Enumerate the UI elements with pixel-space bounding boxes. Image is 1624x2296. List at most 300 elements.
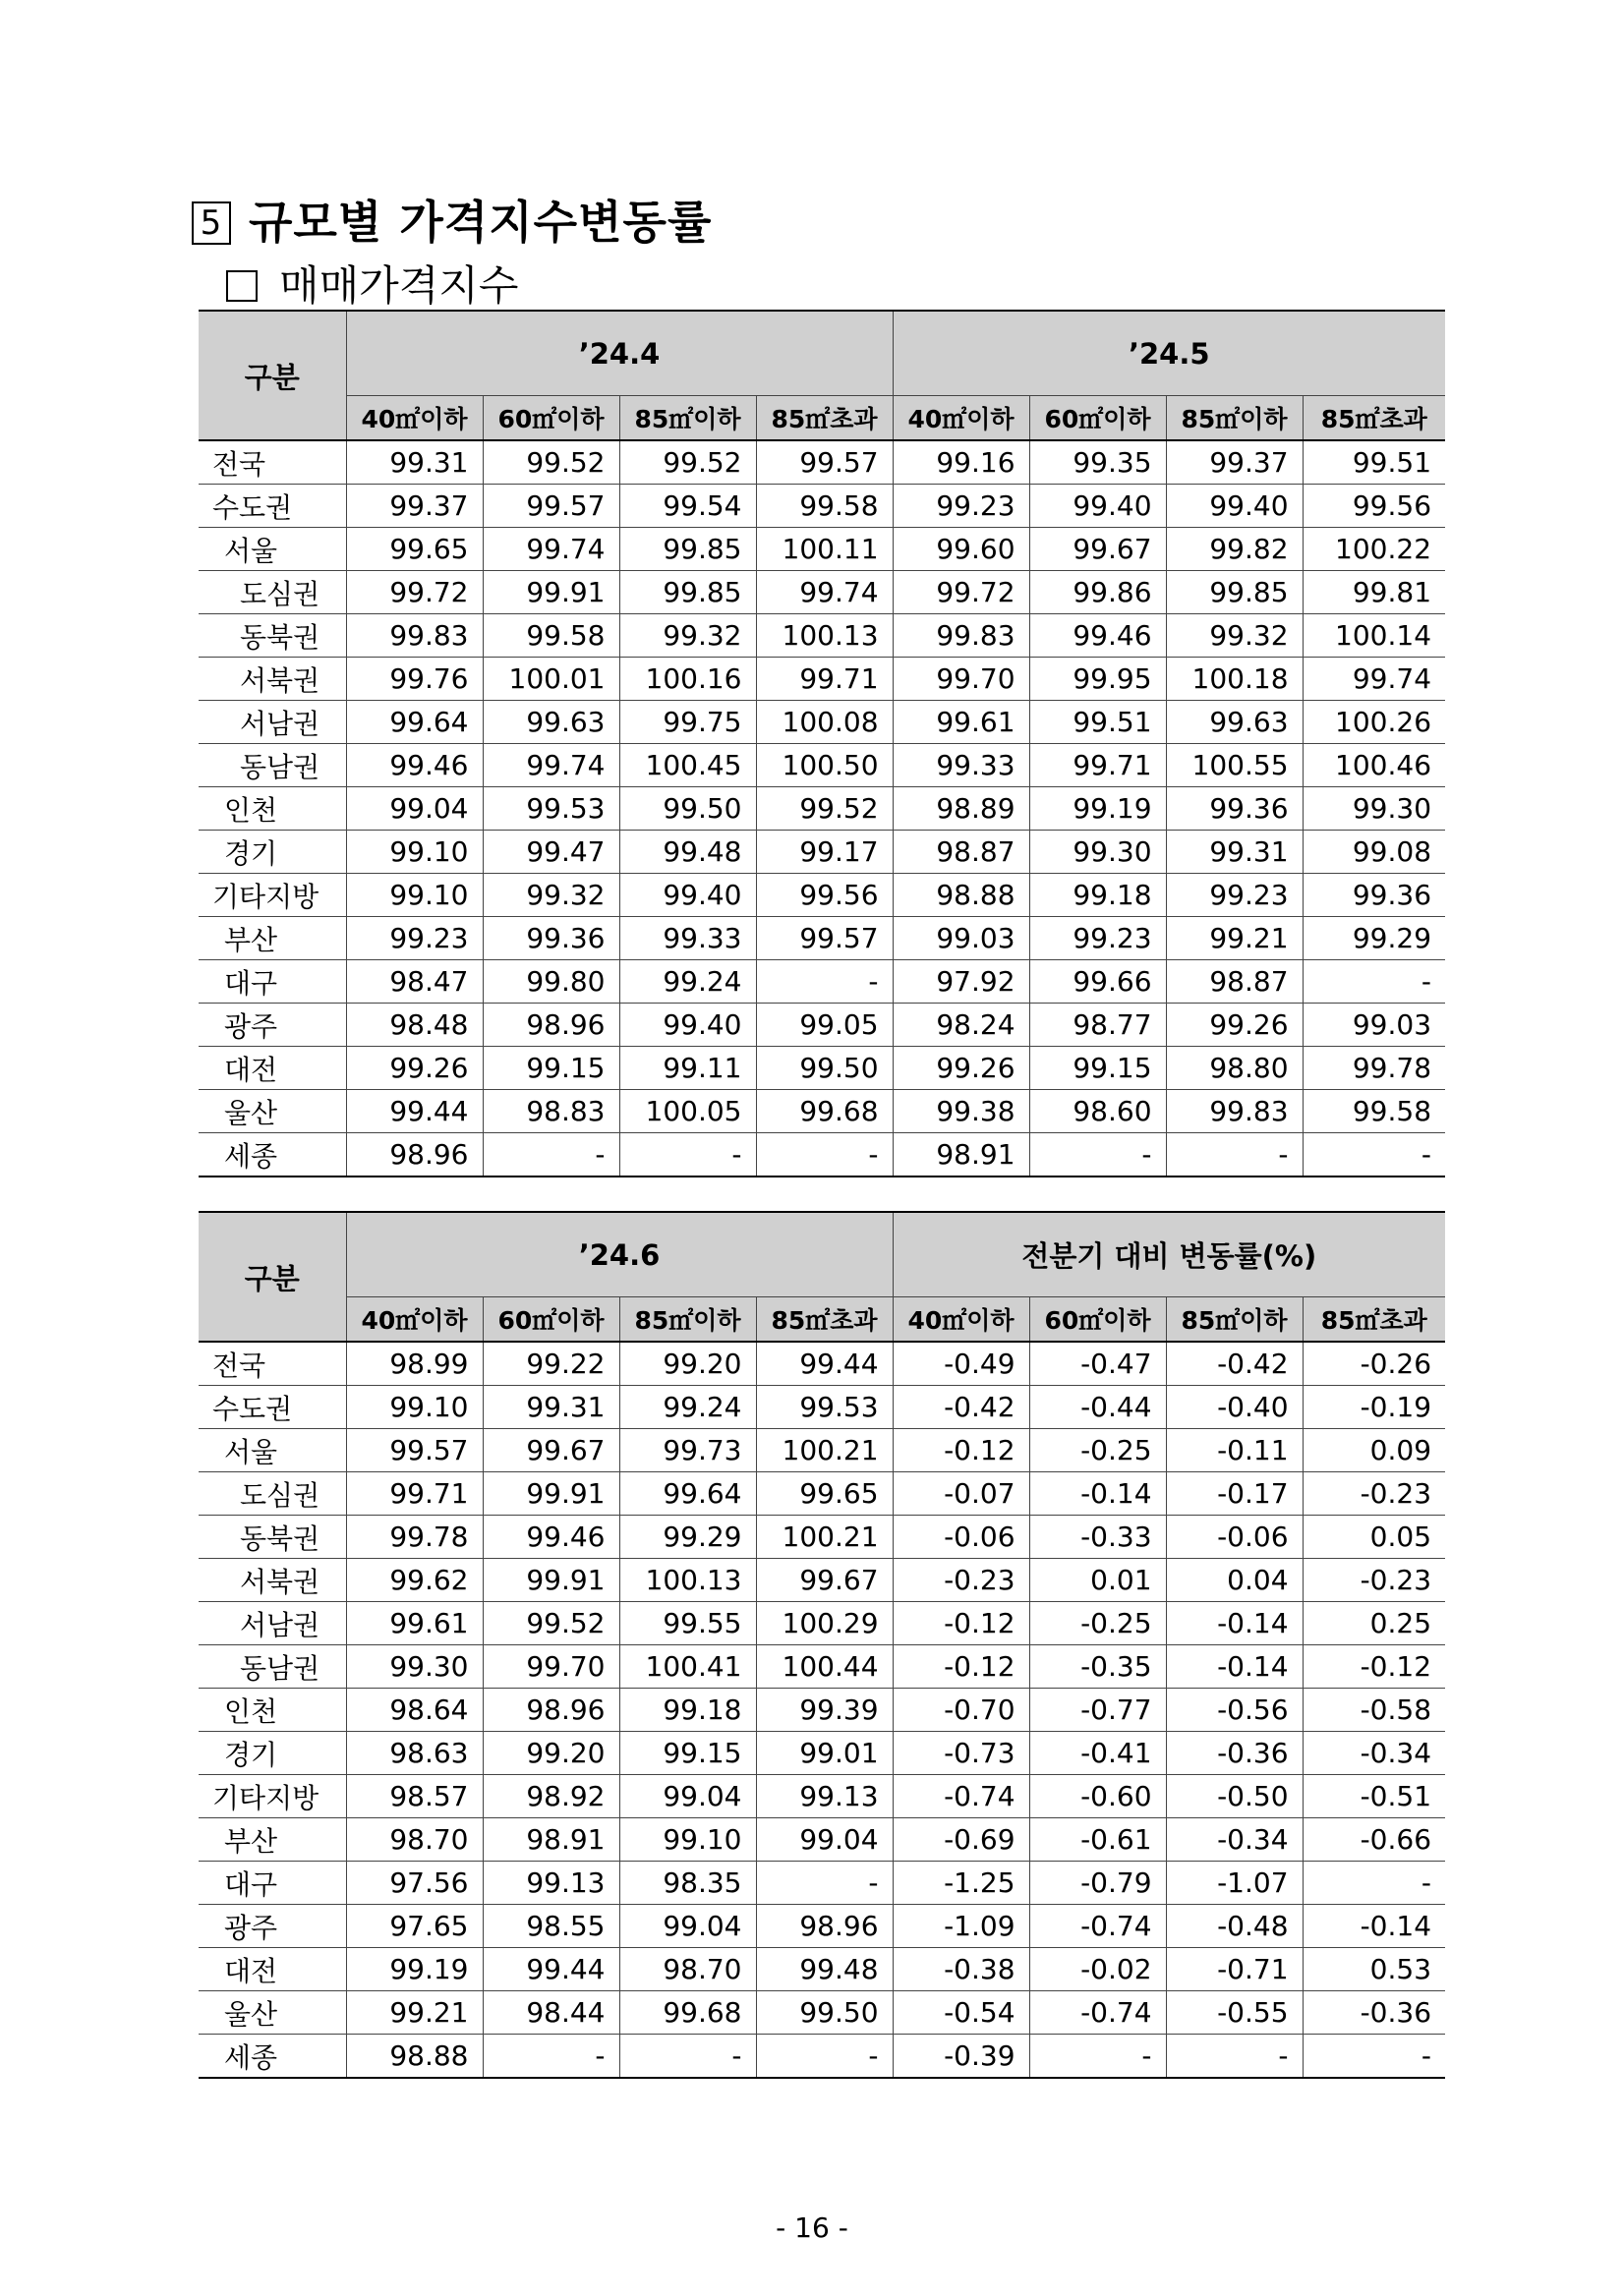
value-cell: 98.88 <box>893 874 1029 917</box>
region-label: 울산 <box>199 1991 346 2035</box>
column-header: 85㎡초과 <box>756 396 893 441</box>
value-cell: 99.16 <box>893 440 1029 485</box>
column-header: 60㎡이하 <box>1029 396 1166 441</box>
value-cell: 99.55 <box>619 1602 756 1645</box>
value-cell: -0.06 <box>893 1516 1029 1559</box>
value-cell: 98.70 <box>619 1948 756 1991</box>
value-cell: -0.12 <box>893 1645 1029 1689</box>
value-cell: 99.52 <box>483 440 619 485</box>
corner-header: 구분 <box>199 1212 346 1342</box>
value-cell: 100.11 <box>756 528 893 571</box>
value-cell: 99.80 <box>483 960 619 1004</box>
value-cell: 99.50 <box>619 787 756 831</box>
value-cell: 99.52 <box>756 787 893 831</box>
table-row <box>199 787 1445 831</box>
region-label: 서울 <box>199 528 346 571</box>
value-cell: -1.07 <box>1166 1862 1303 1905</box>
value-cell: - <box>1303 1862 1445 1905</box>
value-cell: -0.25 <box>1029 1602 1166 1645</box>
value-cell: 99.22 <box>483 1342 619 1386</box>
region-label: 수도권 <box>199 485 346 528</box>
region-label: 대구 <box>199 960 346 1004</box>
value-cell: 99.63 <box>1166 701 1303 744</box>
value-cell: 99.48 <box>619 831 756 874</box>
region-label: 서북권 <box>199 658 346 701</box>
value-cell: 98.55 <box>483 1905 619 1948</box>
value-cell: -0.47 <box>1029 1342 1166 1386</box>
table-row <box>199 1689 1445 1732</box>
value-cell: 99.54 <box>619 485 756 528</box>
corner-header: 구분 <box>199 311 346 440</box>
value-cell: -0.14 <box>1303 1905 1445 1948</box>
value-cell: 99.13 <box>483 1862 619 1905</box>
value-cell: 97.65 <box>346 1905 483 1948</box>
value-cell: 98.57 <box>346 1775 483 1818</box>
value-cell: -0.14 <box>1166 1645 1303 1689</box>
value-cell: 100.08 <box>756 701 893 744</box>
region-label: 서남권 <box>199 1602 346 1645</box>
table-row <box>199 1342 1445 1386</box>
region-label: 대전 <box>199 1047 346 1090</box>
value-cell: 99.08 <box>1303 831 1445 874</box>
value-cell: 98.44 <box>483 1991 619 2035</box>
value-cell: 99.71 <box>1029 744 1166 787</box>
value-cell: 99.70 <box>483 1645 619 1689</box>
value-cell: 100.45 <box>619 744 756 787</box>
value-cell: -0.35 <box>1029 1645 1166 1689</box>
column-header: 60㎡이하 <box>483 1297 619 1343</box>
section-title <box>192 187 712 252</box>
value-cell: 99.38 <box>893 1090 1029 1133</box>
value-cell: 100.46 <box>1303 744 1445 787</box>
region-label: 세종 <box>199 1133 346 1177</box>
value-cell: -0.38 <box>893 1948 1029 1991</box>
value-cell: 99.31 <box>346 440 483 485</box>
table-row <box>199 485 1445 528</box>
value-cell: 99.26 <box>346 1047 483 1090</box>
value-cell: - <box>619 1133 756 1177</box>
column-header: 40㎡이하 <box>893 396 1029 441</box>
value-cell: 99.61 <box>893 701 1029 744</box>
table-row <box>199 1133 1445 1177</box>
table-row <box>199 960 1445 1004</box>
value-cell: -0.25 <box>1029 1429 1166 1472</box>
value-cell: 99.44 <box>346 1090 483 1133</box>
value-cell: 99.58 <box>1303 1090 1445 1133</box>
value-cell: -0.71 <box>1166 1948 1303 1991</box>
value-cell: 99.53 <box>483 787 619 831</box>
value-cell: 99.57 <box>756 440 893 485</box>
value-cell: -0.14 <box>1029 1472 1166 1516</box>
region-label: 광주 <box>199 1905 346 1948</box>
value-cell: 99.57 <box>346 1429 483 1472</box>
region-label: 서남권 <box>199 701 346 744</box>
value-cell: 99.72 <box>346 571 483 614</box>
value-cell: 99.23 <box>1029 917 1166 960</box>
region-label: 기타지방 <box>199 1775 346 1818</box>
value-cell: 99.62 <box>346 1559 483 1602</box>
value-cell: 98.87 <box>893 831 1029 874</box>
value-cell: 100.29 <box>756 1602 893 1645</box>
group-header: 전분기 대비 변동률(%) <box>893 1212 1445 1297</box>
value-cell: 100.26 <box>1303 701 1445 744</box>
value-cell: -0.79 <box>1029 1862 1166 1905</box>
region-label: 전국 <box>199 440 346 485</box>
column-header: 85㎡이하 <box>1166 396 1303 441</box>
value-cell: 99.31 <box>483 1386 619 1429</box>
value-cell: 99.85 <box>619 571 756 614</box>
table-row <box>199 1386 1445 1429</box>
value-cell: 98.96 <box>756 1905 893 1948</box>
region-label: 동남권 <box>199 744 346 787</box>
value-cell: - <box>483 1133 619 1177</box>
table-row <box>199 1047 1445 1090</box>
value-cell: 99.51 <box>1029 701 1166 744</box>
value-cell: 98.87 <box>1166 960 1303 1004</box>
value-cell: 99.71 <box>756 658 893 701</box>
value-cell: -0.61 <box>1029 1818 1166 1862</box>
value-cell: -0.40 <box>1166 1386 1303 1429</box>
value-cell: 99.68 <box>756 1090 893 1133</box>
value-cell: -0.14 <box>1166 1602 1303 1645</box>
value-cell: 99.46 <box>483 1516 619 1559</box>
region-label: 도심권 <box>199 571 346 614</box>
table-row <box>199 2035 1445 2079</box>
value-cell: 99.10 <box>619 1818 756 1862</box>
value-cell: 99.50 <box>756 1047 893 1090</box>
value-cell: 99.95 <box>1029 658 1166 701</box>
value-cell: -0.49 <box>893 1342 1029 1386</box>
value-cell: -1.25 <box>893 1862 1029 1905</box>
value-cell: - <box>1029 2035 1166 2079</box>
section-number: 5 <box>192 201 231 245</box>
table-row <box>199 701 1445 744</box>
value-cell: 99.40 <box>1166 485 1303 528</box>
region-label: 수도권 <box>199 1386 346 1429</box>
value-cell: 99.46 <box>1029 614 1166 658</box>
value-cell: 99.03 <box>1303 1004 1445 1047</box>
value-cell: 99.40 <box>619 1004 756 1047</box>
value-cell: 100.16 <box>619 658 756 701</box>
value-cell: 99.56 <box>756 874 893 917</box>
value-cell: 99.91 <box>483 1559 619 1602</box>
column-header: 85㎡초과 <box>1303 396 1445 441</box>
group-header: ’24.5 <box>893 311 1445 396</box>
subsection-title-text: 매매가격지수 <box>279 261 519 310</box>
value-cell: 99.67 <box>483 1429 619 1472</box>
region-label: 세종 <box>199 2035 346 2079</box>
value-cell: -0.02 <box>1029 1948 1166 1991</box>
value-cell: 99.65 <box>346 528 483 571</box>
value-cell: 0.25 <box>1303 1602 1445 1645</box>
value-cell: 99.71 <box>346 1472 483 1516</box>
value-cell: 100.21 <box>756 1516 893 1559</box>
region-label: 인천 <box>199 1689 346 1732</box>
value-cell: 99.24 <box>619 1386 756 1429</box>
value-cell: 99.37 <box>1166 440 1303 485</box>
value-cell: 99.73 <box>619 1429 756 1472</box>
value-cell: -0.23 <box>1303 1559 1445 1602</box>
value-cell: 99.29 <box>619 1516 756 1559</box>
column-header: 60㎡이하 <box>1029 1297 1166 1343</box>
value-cell: -0.51 <box>1303 1775 1445 1818</box>
region-label: 도심권 <box>199 1472 346 1516</box>
column-header: 40㎡이하 <box>346 396 483 441</box>
value-cell: 99.36 <box>1166 787 1303 831</box>
value-cell: 99.10 <box>346 1386 483 1429</box>
value-cell: 98.96 <box>346 1133 483 1177</box>
region-label: 서울 <box>199 1429 346 1472</box>
value-cell: 99.10 <box>346 831 483 874</box>
value-cell: 99.86 <box>1029 571 1166 614</box>
value-cell: 100.22 <box>1303 528 1445 571</box>
value-cell: 99.58 <box>756 485 893 528</box>
value-cell: -0.60 <box>1029 1775 1166 1818</box>
region-label: 대전 <box>199 1948 346 1991</box>
value-cell: 100.44 <box>756 1645 893 1689</box>
table-row <box>199 1090 1445 1133</box>
value-cell: 99.37 <box>346 485 483 528</box>
value-cell: 99.50 <box>756 1991 893 2035</box>
value-cell: 99.32 <box>1166 614 1303 658</box>
value-cell: -0.19 <box>1303 1386 1445 1429</box>
value-cell: 99.72 <box>893 571 1029 614</box>
value-cell: 99.56 <box>1303 485 1445 528</box>
value-cell: 99.01 <box>756 1732 893 1775</box>
value-cell: -0.50 <box>1166 1775 1303 1818</box>
value-cell: 99.57 <box>756 917 893 960</box>
value-cell: 99.18 <box>619 1689 756 1732</box>
value-cell: 99.19 <box>1029 787 1166 831</box>
value-cell: 99.66 <box>1029 960 1166 1004</box>
value-cell: 99.53 <box>756 1386 893 1429</box>
value-cell: 99.21 <box>346 1991 483 2035</box>
group-header: ’24.4 <box>346 311 893 396</box>
value-cell: 99.40 <box>1029 485 1166 528</box>
value-cell: -0.56 <box>1166 1689 1303 1732</box>
table-row <box>199 1905 1445 1948</box>
value-cell: 99.67 <box>1029 528 1166 571</box>
value-cell: 99.21 <box>1166 917 1303 960</box>
value-cell: -0.39 <box>893 2035 1029 2079</box>
value-cell: 99.70 <box>893 658 1029 701</box>
value-cell: 99.78 <box>346 1516 483 1559</box>
value-cell: 99.26 <box>1166 1004 1303 1047</box>
value-cell: 0.01 <box>1029 1559 1166 1602</box>
value-cell: 98.47 <box>346 960 483 1004</box>
checkbox-square-icon <box>226 270 258 302</box>
value-cell: - <box>1303 1133 1445 1177</box>
value-cell: 98.60 <box>1029 1090 1166 1133</box>
table-row <box>199 1948 1445 1991</box>
value-cell: 97.92 <box>893 960 1029 1004</box>
value-cell: 99.33 <box>619 917 756 960</box>
table-row <box>199 658 1445 701</box>
table-row <box>199 1862 1445 1905</box>
value-cell: 99.33 <box>893 744 1029 787</box>
value-cell: 100.50 <box>756 744 893 787</box>
value-cell: 98.35 <box>619 1862 756 1905</box>
value-cell: -0.77 <box>1029 1689 1166 1732</box>
value-cell: 99.20 <box>483 1732 619 1775</box>
value-cell: 99.13 <box>756 1775 893 1818</box>
column-header: 85㎡이하 <box>1166 1297 1303 1343</box>
value-cell: 99.30 <box>1029 831 1166 874</box>
value-cell: 99.03 <box>893 917 1029 960</box>
value-cell: - <box>1166 2035 1303 2079</box>
table-row <box>199 1602 1445 1645</box>
region-label: 동북권 <box>199 614 346 658</box>
column-header: 85㎡이하 <box>619 1297 756 1343</box>
value-cell: 99.04 <box>756 1818 893 1862</box>
value-cell: 99.44 <box>756 1342 893 1386</box>
value-cell: - <box>756 960 893 1004</box>
value-cell: 99.44 <box>483 1948 619 1991</box>
value-cell: 98.83 <box>483 1090 619 1133</box>
value-cell: -0.34 <box>1303 1732 1445 1775</box>
table-row <box>199 1516 1445 1559</box>
value-cell: 99.81 <box>1303 571 1445 614</box>
value-cell: 98.89 <box>893 787 1029 831</box>
value-cell: 99.74 <box>483 528 619 571</box>
value-cell: 99.31 <box>1166 831 1303 874</box>
value-cell: 99.20 <box>619 1342 756 1386</box>
table-row <box>199 1429 1445 1472</box>
region-label: 동북권 <box>199 1516 346 1559</box>
value-cell: 0.05 <box>1303 1516 1445 1559</box>
value-cell: 99.51 <box>1303 440 1445 485</box>
value-cell: 99.39 <box>756 1689 893 1732</box>
table-row <box>199 440 1445 485</box>
value-cell: 99.19 <box>346 1948 483 1991</box>
value-cell: 100.55 <box>1166 744 1303 787</box>
value-cell: 98.91 <box>483 1818 619 1862</box>
value-cell: - <box>619 2035 756 2079</box>
value-cell: 99.57 <box>483 485 619 528</box>
value-cell: 99.68 <box>619 1991 756 2035</box>
value-cell: -0.74 <box>1029 1991 1166 2035</box>
value-cell: -0.66 <box>1303 1818 1445 1862</box>
value-cell: -0.74 <box>893 1775 1029 1818</box>
value-cell: 98.96 <box>483 1689 619 1732</box>
value-cell: 99.75 <box>619 701 756 744</box>
value-cell: 99.04 <box>346 787 483 831</box>
value-cell: - <box>1303 960 1445 1004</box>
value-cell: 99.83 <box>346 614 483 658</box>
value-cell: 99.15 <box>483 1047 619 1090</box>
value-cell: 98.64 <box>346 1689 483 1732</box>
value-cell: -0.73 <box>893 1732 1029 1775</box>
value-cell: 99.32 <box>619 614 756 658</box>
value-cell: 99.04 <box>619 1775 756 1818</box>
value-cell: 98.91 <box>893 1133 1029 1177</box>
table-row <box>199 1732 1445 1775</box>
value-cell: 99.48 <box>756 1948 893 1991</box>
value-cell: 99.10 <box>346 874 483 917</box>
value-cell: 99.36 <box>1303 874 1445 917</box>
value-cell: 99.24 <box>619 960 756 1004</box>
value-cell: 99.58 <box>483 614 619 658</box>
value-cell: 100.13 <box>756 614 893 658</box>
table-row <box>199 571 1445 614</box>
value-cell: 99.23 <box>346 917 483 960</box>
value-cell: - <box>483 2035 619 2079</box>
value-cell: 99.85 <box>1166 571 1303 614</box>
value-cell: -0.12 <box>893 1602 1029 1645</box>
table-row <box>199 1818 1445 1862</box>
group-header: ’24.6 <box>346 1212 893 1297</box>
value-cell: -0.11 <box>1166 1429 1303 1472</box>
table-row <box>199 831 1445 874</box>
value-cell: 99.29 <box>1303 917 1445 960</box>
value-cell: -0.54 <box>893 1991 1029 2035</box>
value-cell: 100.18 <box>1166 658 1303 701</box>
value-cell: - <box>756 1862 893 1905</box>
region-label: 부산 <box>199 1818 346 1862</box>
value-cell: -0.44 <box>1029 1386 1166 1429</box>
region-label: 경기 <box>199 1732 346 1775</box>
value-cell: 99.64 <box>346 701 483 744</box>
value-cell: 99.91 <box>483 571 619 614</box>
value-cell: -0.26 <box>1303 1342 1445 1386</box>
table-row <box>199 874 1445 917</box>
value-cell: 99.15 <box>1029 1047 1166 1090</box>
value-cell: -0.23 <box>1303 1472 1445 1516</box>
value-cell: 99.83 <box>1166 1090 1303 1133</box>
value-cell: 99.46 <box>346 744 483 787</box>
table-row <box>199 1775 1445 1818</box>
value-cell: -1.09 <box>893 1905 1029 1948</box>
value-cell: - <box>756 1133 893 1177</box>
value-cell: 99.74 <box>756 571 893 614</box>
value-cell: 99.11 <box>619 1047 756 1090</box>
value-cell: -0.33 <box>1029 1516 1166 1559</box>
value-cell: -0.34 <box>1166 1818 1303 1862</box>
value-cell: -0.23 <box>893 1559 1029 1602</box>
column-header: 85㎡초과 <box>1303 1297 1445 1343</box>
value-cell: 98.48 <box>346 1004 483 1047</box>
value-cell: 99.61 <box>346 1602 483 1645</box>
value-cell: - <box>756 2035 893 2079</box>
value-cell: -0.42 <box>1166 1342 1303 1386</box>
value-cell: -0.41 <box>1029 1732 1166 1775</box>
price-index-table-1 <box>199 310 1445 1177</box>
value-cell: 100.01 <box>483 658 619 701</box>
column-header: 85㎡초과 <box>756 1297 893 1343</box>
value-cell: 99.36 <box>483 917 619 960</box>
value-cell: 98.77 <box>1029 1004 1166 1047</box>
value-cell: -0.36 <box>1166 1732 1303 1775</box>
value-cell: 99.60 <box>893 528 1029 571</box>
region-label: 대구 <box>199 1862 346 1905</box>
region-label: 경기 <box>199 831 346 874</box>
value-cell: 99.40 <box>619 874 756 917</box>
value-cell: 98.99 <box>346 1342 483 1386</box>
region-label: 서북권 <box>199 1559 346 1602</box>
value-cell: 99.76 <box>346 658 483 701</box>
section-title-text: 규모별 가격지수변동률 <box>249 196 713 249</box>
value-cell: -0.17 <box>1166 1472 1303 1516</box>
value-cell: 99.74 <box>483 744 619 787</box>
value-cell: 99.63 <box>483 701 619 744</box>
value-cell: 100.13 <box>619 1559 756 1602</box>
value-cell: -0.58 <box>1303 1689 1445 1732</box>
region-label: 인천 <box>199 787 346 831</box>
page-number: - 16 - <box>776 2211 848 2244</box>
value-cell: 99.64 <box>619 1472 756 1516</box>
value-cell: 99.52 <box>483 1602 619 1645</box>
value-cell: 99.35 <box>1029 440 1166 485</box>
